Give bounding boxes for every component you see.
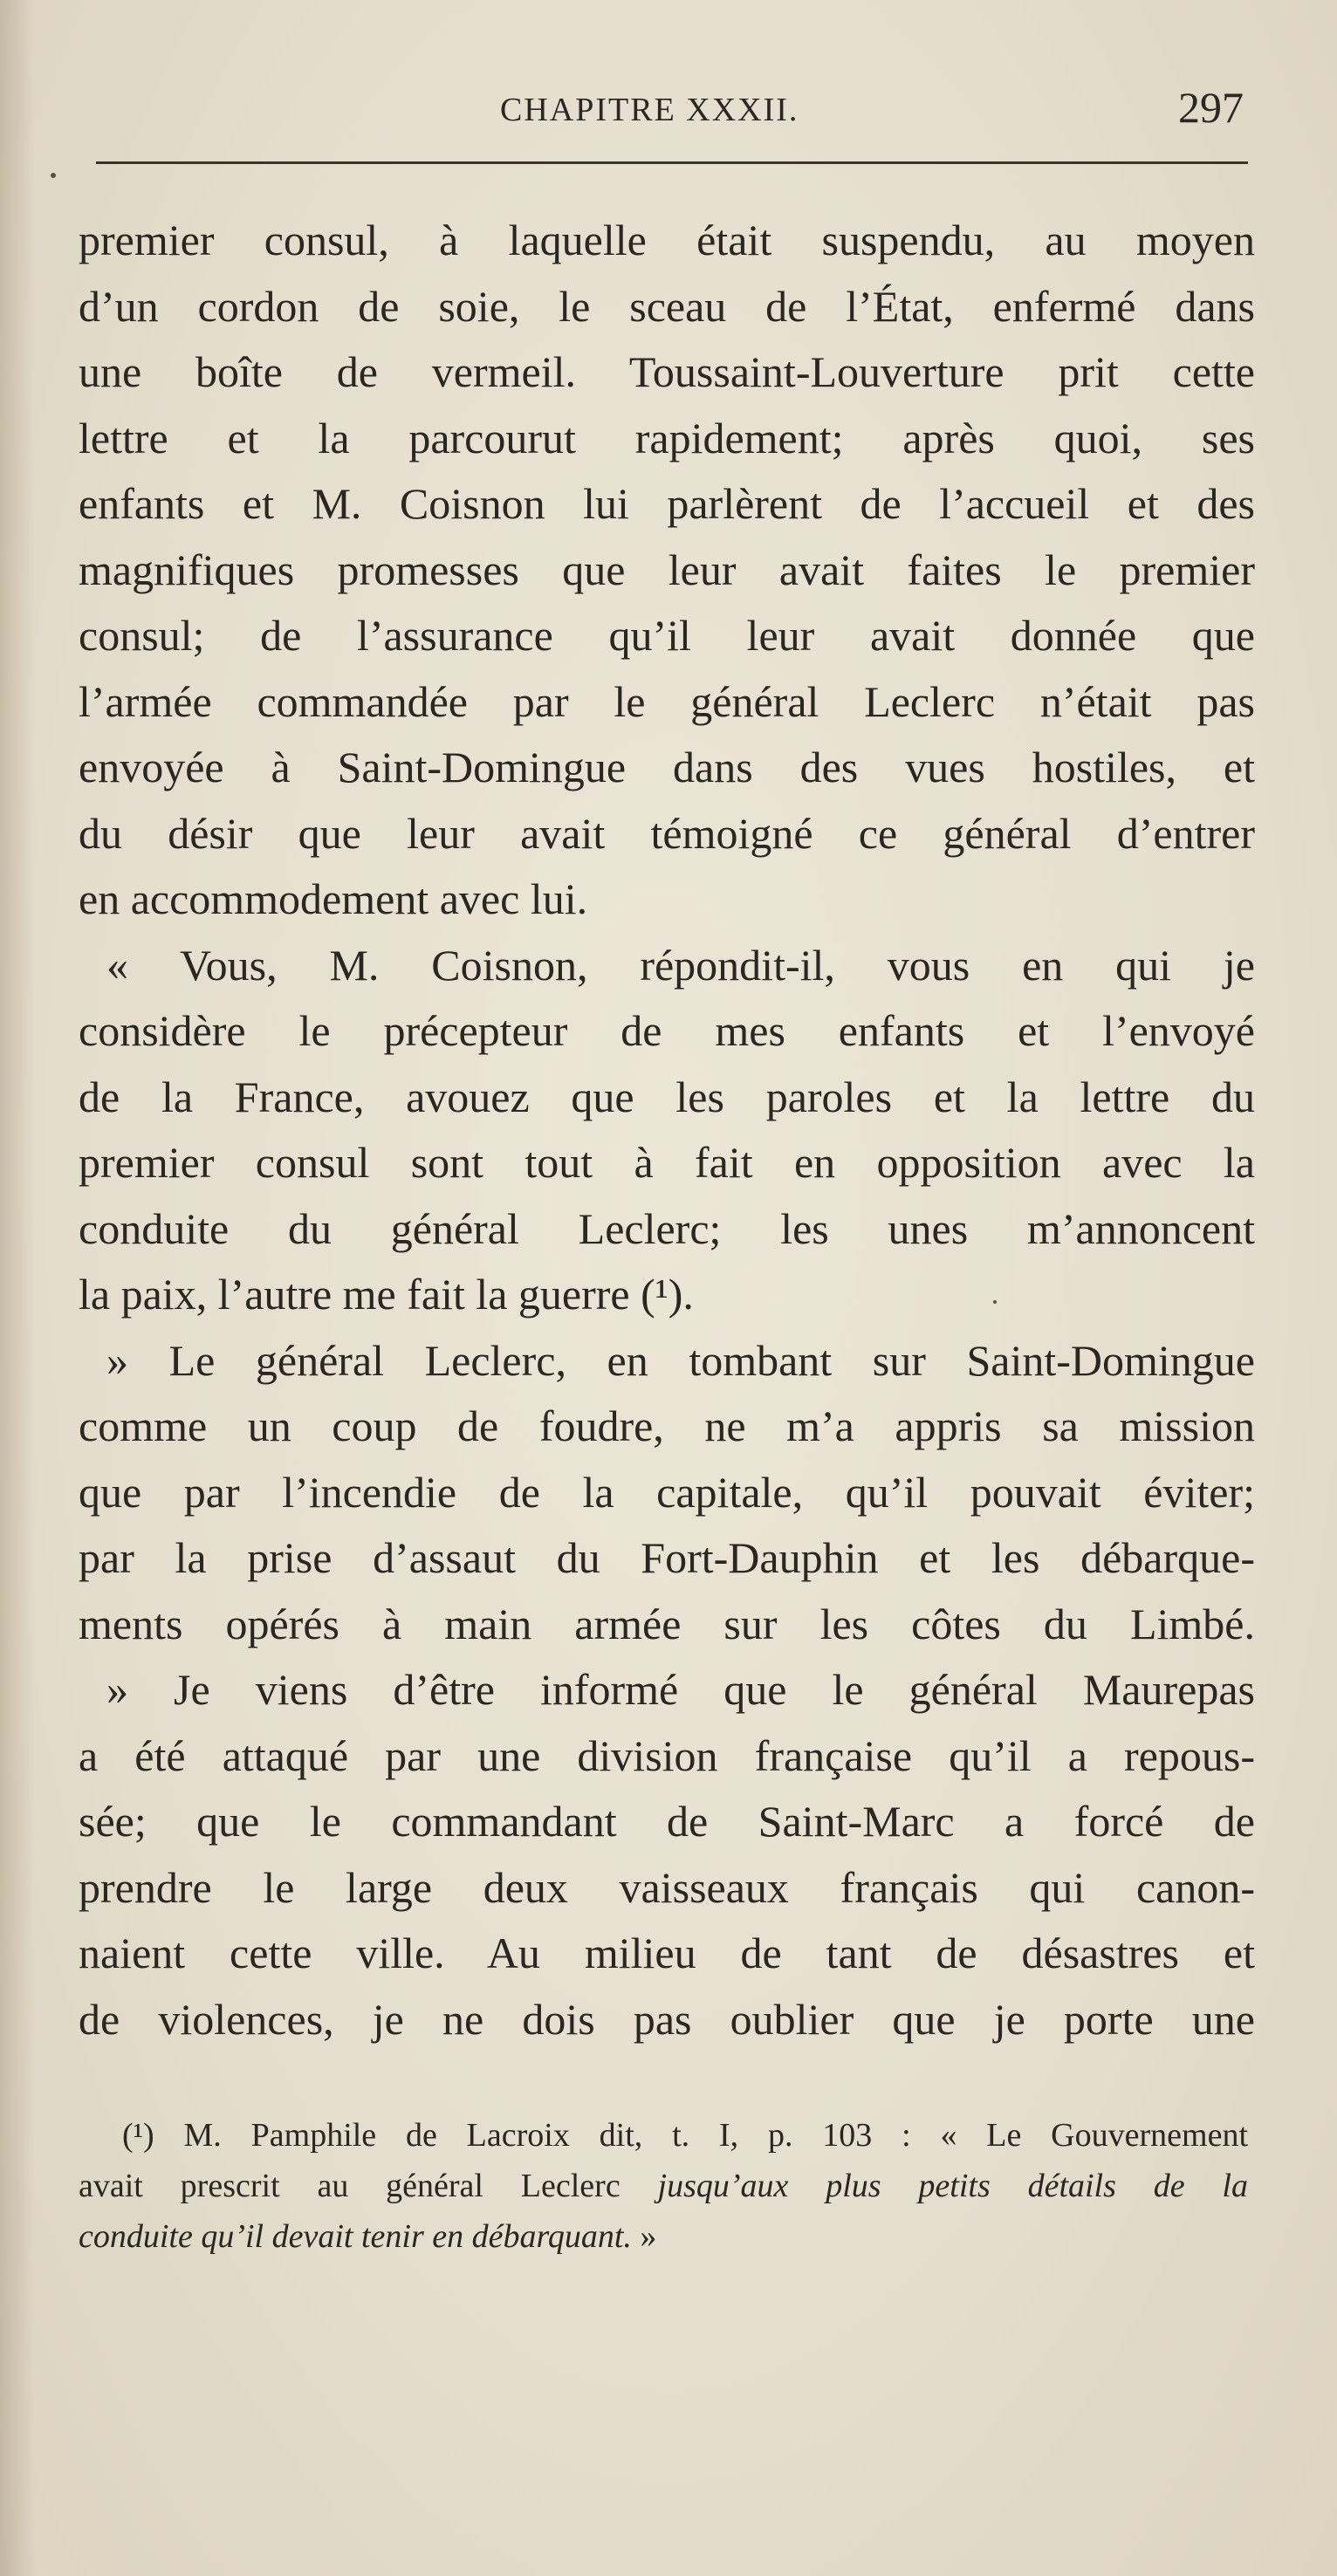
footnote-line [79, 2161, 1248, 2211]
text-line: prendre le large deux vaisseaux français qui canon- [79, 1862, 1255, 1912]
page-number: 297 [1178, 83, 1244, 132]
text-line: une boîte de vermeil. Toussaint-Louverture prit cette [79, 347, 1255, 396]
text-line: lettre et la parcourut rapidement; après quoi, ses [79, 413, 1255, 462]
text-line: a été attaqué par une division française qu’il a repous- [79, 1730, 1255, 1780]
text-line: consul; de l’assurance qu’il leur avait donnée que [79, 611, 1255, 660]
paper-speck [993, 1300, 997, 1304]
text-line: que par l’incendie de la capitale, qu’il pouvait éviter; [79, 1467, 1255, 1517]
header-rule [96, 161, 1248, 164]
text-line: du désir que leur avait témoigné ce général d’entrer [79, 808, 1255, 858]
footnote-line [79, 2211, 1248, 2262]
footnote-text: » [631, 2218, 657, 2255]
text-line: envoyée à Saint-Domingue dans des vues hostiles, et [79, 743, 1255, 791]
text-line: d’un cordon de soie, le sceau de l’État, enfermé dans [79, 281, 1255, 331]
footnote-text: (¹) M. Pamphile de Lacroix dit, t. I, p. 103 : « Le Gouvernement [122, 2117, 1248, 2154]
text-line: premier consul sont tout à fait en opposition avec la [79, 1138, 1255, 1187]
text-line: premier consul, à laquelle était suspendu, au moyen [79, 216, 1255, 264]
text-line: en accommodement avec lui. [79, 874, 588, 923]
footnote-line [79, 2110, 1248, 2161]
text-line: par la prise d’assaut du Fort-Dauphin et les débarque- [79, 1533, 1255, 1582]
text-line: « Vous, M. Coisnon, répondit-il, vous en qui je [106, 940, 1255, 990]
text-line: conduite du général Leclerc; les unes m’annoncent [79, 1203, 1255, 1253]
text-line: de la France, avouez que les paroles et la lettre du [79, 1072, 1255, 1121]
text-line: » Je viens d’être informé que le général Maurepas [106, 1665, 1255, 1714]
page-header [0, 80, 1337, 133]
text-line: de violences, je ne dois pas oublier que je porte une [79, 1994, 1255, 2044]
text-line: ments opérés à main armée sur les côtes du Limbé. [79, 1599, 1255, 1648]
text-line: la paix, l’autre me fait la guerre (¹). [79, 1270, 694, 1319]
footnote-text: avait prescrit au général Leclerc [79, 2168, 658, 2204]
page-gutter-shadow [0, 0, 35, 2576]
text-line: considère le précepteur de mes enfants et l’envoyé [79, 1006, 1255, 1055]
text-line: enfants et M. Coisnon lui parlèrent de l’accueil et des [79, 479, 1255, 528]
footnote-italic-text: conduite qu’il devait tenir en débarquant. [79, 2218, 632, 2255]
text-line: l’armée commandée par le général Leclerc n’était pas [79, 676, 1255, 726]
footnote-italic-text: jusqu’aux plus petits détails de la [657, 2168, 1248, 2204]
text-line: naient cette ville. Au milieu de tant de désastres et [79, 1929, 1255, 1977]
footnote [79, 2110, 1248, 2262]
text-line: sée; que le commandant de Saint-Marc a forcé de [79, 1797, 1255, 1846]
text-line: magnifiques promesses que leur avait faites le premier [79, 545, 1255, 594]
running-head: CHAPITRE XXXII. [500, 92, 799, 128]
text-line: » Le général Leclerc, en tombant sur Saint-Domingue [106, 1335, 1255, 1385]
body-text [79, 208, 1255, 2052]
paper-speck [51, 173, 56, 178]
text-line: comme un coup de foudre, ne m’a appris sa mission [79, 1401, 1255, 1450]
